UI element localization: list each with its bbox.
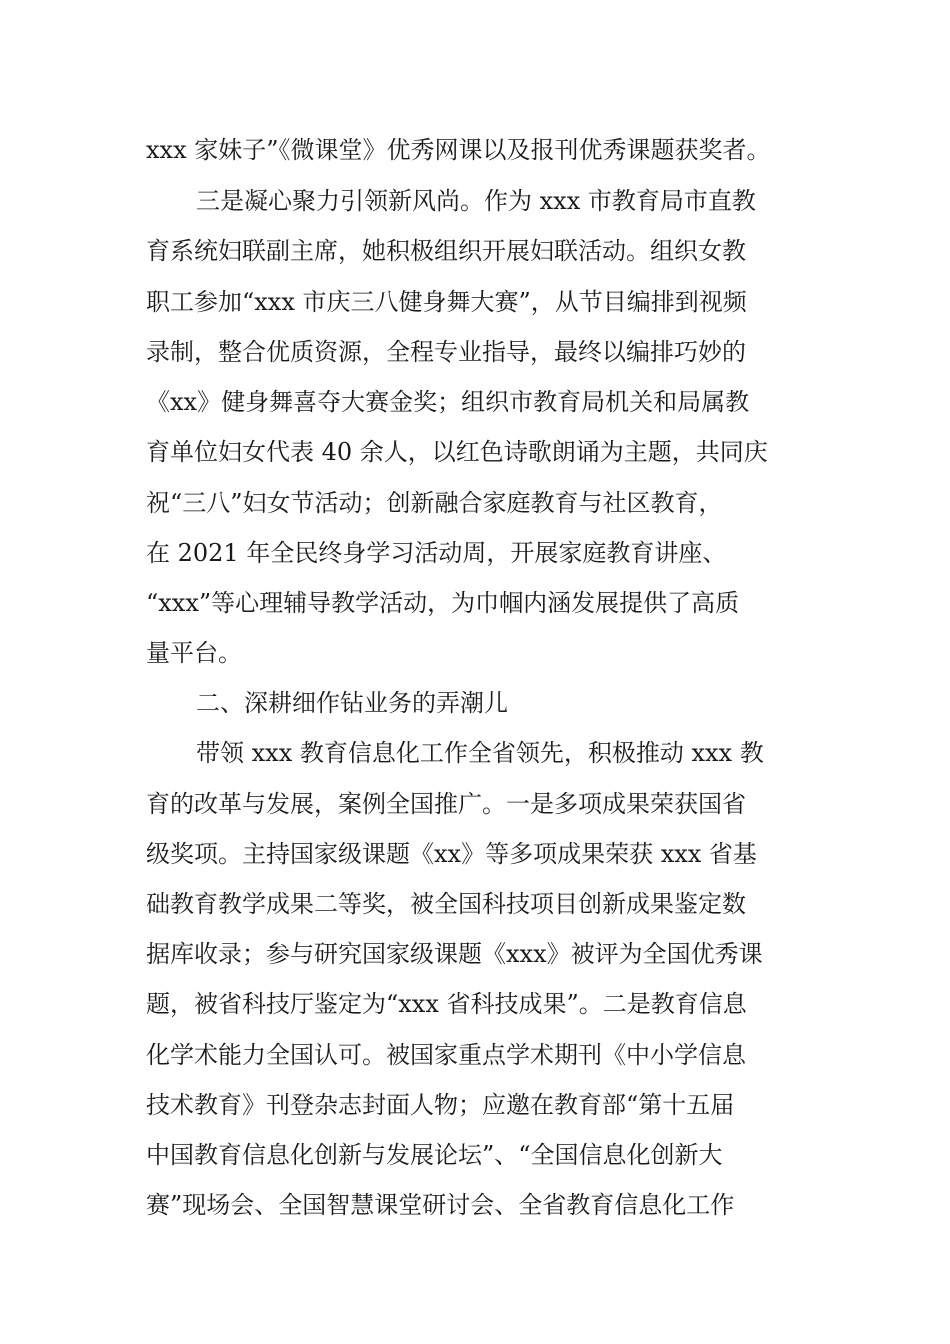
paragraph-line: 职工参加“xxx 市庆三八健身舞大赛”，从节目编排到视频 bbox=[146, 288, 747, 316]
paragraph-line: 育系统妇联副主席，她积极组织开展妇联活动。组织女教 bbox=[146, 237, 746, 265]
paragraph-line: 育的改革与发展，案例全国推广。一是多项成果荣获国省 bbox=[146, 790, 746, 818]
paragraph-line: 《xx》健身舞喜夺大赛金奖；组织市教育局机关和局属教 bbox=[146, 388, 750, 416]
paragraph-line: 础教育教学成果二等奖，被全国科技项目创新成果鉴定数 bbox=[146, 890, 746, 918]
paragraph-line: 在 2021 年全民终身学习活动周，开展家庭教育讲座、 bbox=[146, 539, 727, 567]
paragraph-line: 带领 xxx 教育信息化工作全省领先，积极推动 xxx 教 bbox=[196, 739, 764, 767]
paragraph-line: 级奖项。主持国家级课题《xx》等多项成果荣获 xxx 省基 bbox=[146, 840, 757, 868]
paragraph-line: 量平台。 bbox=[146, 639, 242, 667]
paragraph-line: 录制，整合优质资源，全程专业指导，最终以编排巧妙的 bbox=[146, 338, 746, 366]
paragraph-line: 祝“三八”妇女节活动；创新融合家庭教育与社区教育， bbox=[146, 489, 723, 517]
paragraph-line: 三是凝心聚力引领新风尚。作为 xxx 市教育局市直教 bbox=[196, 187, 756, 215]
paragraph-line: 据库收录；参与研究国家级课题《xxx》被评为全国优秀课 bbox=[146, 940, 763, 968]
paragraph-line: 化学术能力全国认可。被国家重点学术期刊《中小学信息 bbox=[146, 1041, 746, 1069]
paragraph-line: 中国教育信息化创新与发展论坛”、“全国信息化创新大 bbox=[146, 1141, 723, 1169]
paragraph-line: “xxx”等心理辅导教学活动，为巾帼内涵发展提供了高质 bbox=[146, 589, 740, 617]
paragraph-line: 赛”现场会、全国智慧课堂研讨会、全省教育信息化工作 bbox=[146, 1191, 735, 1219]
paragraph-line: xxx 家妹子”《微课堂》优秀网课以及报刊优秀课题获奖者。 bbox=[146, 136, 771, 164]
paragraph-line: 技术教育》刊登杂志封面人物；应邀在教育部“第十五届 bbox=[146, 1091, 735, 1119]
paragraph-line: 题，被省科技厅鉴定为“xxx 省科技成果”。二是教育信息 bbox=[146, 990, 747, 1018]
section-heading: 二、深耕细作钻业务的弄潮儿 bbox=[196, 689, 508, 717]
paragraph-line: 育单位妇女代表 40 余人，以红色诗歌朗诵为主题，共同庆 bbox=[146, 438, 768, 466]
